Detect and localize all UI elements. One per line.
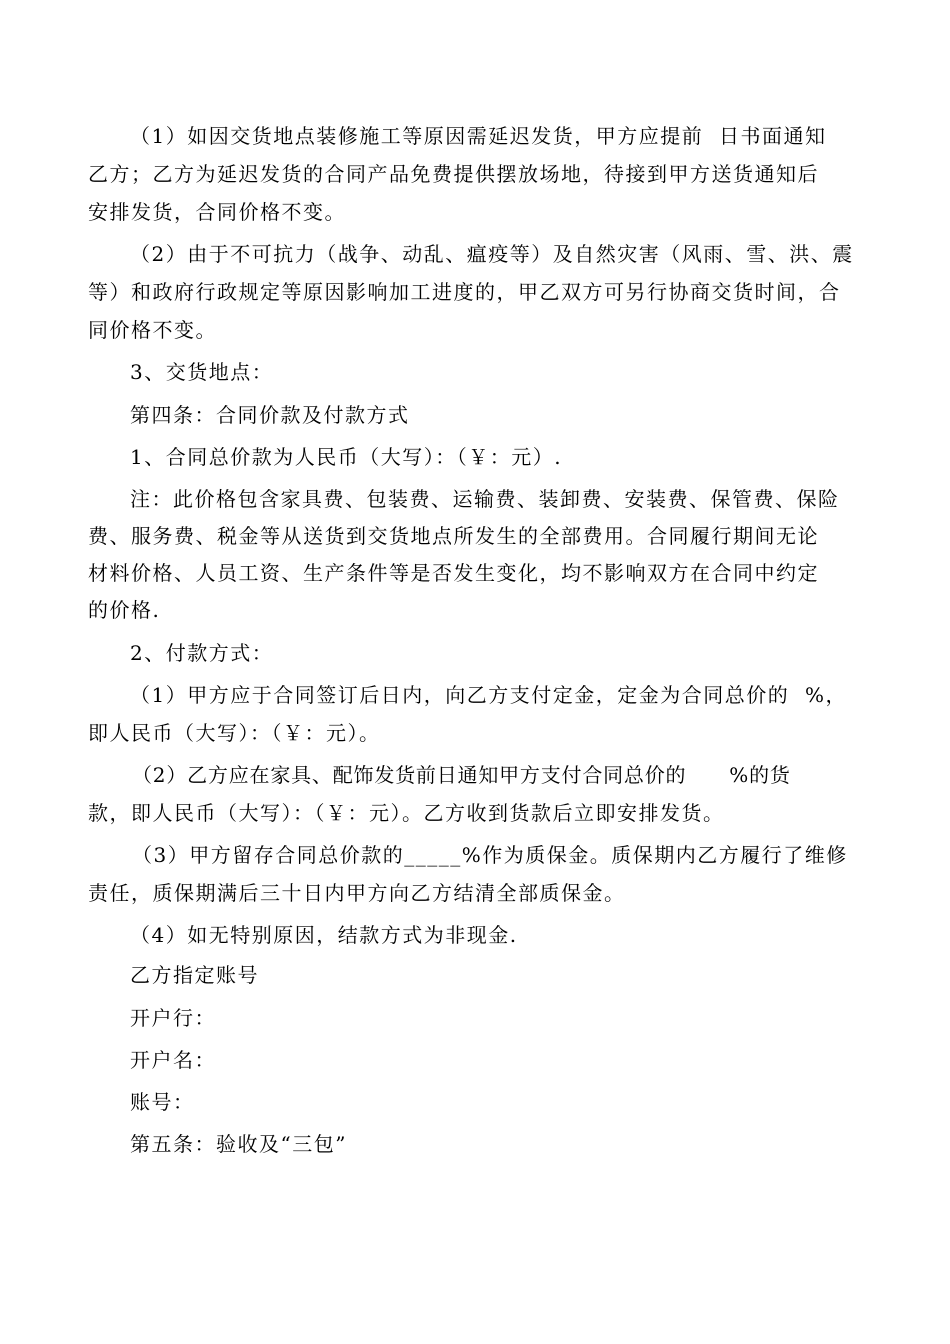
text-line-15: （1）甲方应于合同签订后日内，向乙方支付定金，定金为合同总价的 %， bbox=[130, 683, 847, 707]
text-line-20: 责任，质保期满后三十日内甲方向乙方结清全部质保金。 bbox=[88, 881, 626, 905]
text-line-3: 安排发货，合同价格不变。 bbox=[88, 200, 346, 224]
text-line-11: 费、服务费、税金等从送货到交货地点所发生的全部费用。合同履行期间无论 bbox=[88, 524, 819, 548]
text-line-21: （4）如无特别原因，结款方式为非现金. bbox=[130, 923, 518, 947]
text-line-7: 3、交货地点： bbox=[130, 360, 274, 384]
text-line-22: 乙方指定账号 bbox=[130, 963, 259, 987]
text-line-2: 乙方；乙方为延迟发货的合同产品免费提供摆放场地，待接到甲方送货通知后 bbox=[88, 162, 819, 186]
section-heading-5: 第五条：验收及“三包” bbox=[130, 1132, 347, 1156]
text-line-25: 账号： bbox=[130, 1090, 195, 1114]
text-line-19: （3）甲方留存合同总价款的_____%作为质保金。质保期内乙方履行了维修 bbox=[132, 843, 848, 867]
text-line-12: 材料价格、人员工资、生产条件等是否发生变化，均不影响双方在合同中约定 bbox=[88, 561, 819, 585]
text-line-6: 同价格不变。 bbox=[88, 318, 217, 342]
text-line-9: 1、合同总价款为人民币（大写）：（￥：元）. bbox=[130, 445, 563, 469]
section-heading-4: 第四条：合同价款及付款方式 bbox=[130, 403, 410, 427]
text-line-1: （1）如因交货地点装修施工等原因需延迟发货，甲方应提前 日书面通知 bbox=[130, 124, 827, 148]
text-line-24: 开户名： bbox=[130, 1048, 216, 1072]
text-line-5: 等）和政府行政规定等原因影响加工进度的，甲乙双方可另行协商交货时间，合 bbox=[88, 280, 841, 304]
text-line-14: 2、付款方式： bbox=[130, 641, 274, 665]
text-line-17: （2）乙方应在家具、配饰发货前日通知甲方支付合同总价的 %的货 bbox=[132, 763, 791, 787]
text-line-18: 款，即人民币（大写）：（￥：元）。乙方收到货款后立即安排发货。 bbox=[88, 801, 725, 825]
text-line-16: 即人民币（大写）：（￥：元）。 bbox=[88, 721, 381, 745]
text-line-4: （2）由于不可抗力（战争、动乱、瘟疫等）及自然灾害（风雨、雪、洪、震 bbox=[130, 242, 854, 266]
text-line-10: 注：此价格包含家具费、包装费、运输费、装卸费、安装费、保管费、保险 bbox=[130, 487, 840, 511]
text-line-23: 开户行： bbox=[130, 1006, 216, 1030]
text-line-13: 的价格. bbox=[88, 598, 161, 622]
